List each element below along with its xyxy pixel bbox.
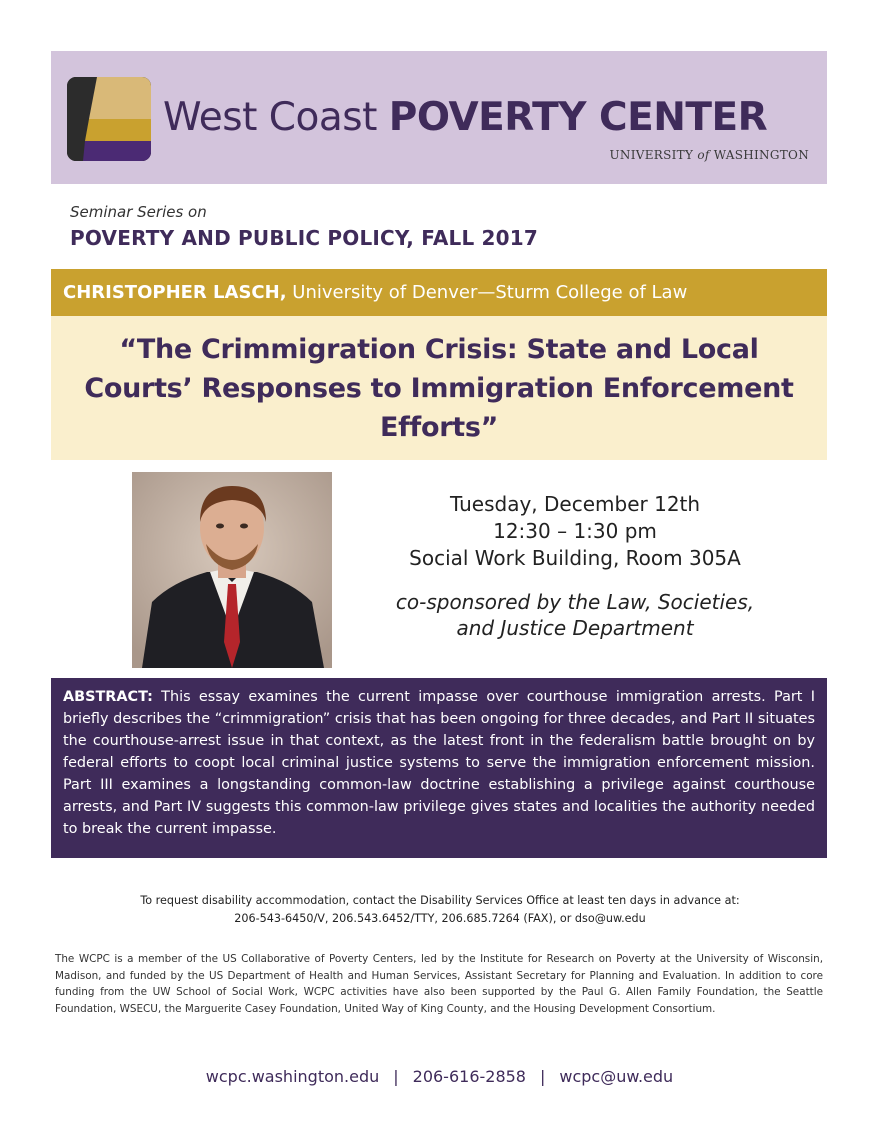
accessibility-line-1: To request disability accommodation, contact the Disability Services Office at least ten days in advance at: <box>140 894 740 907</box>
cosponsor-line-1: co-sponsored by the Law, Societies, <box>395 590 755 614</box>
abstract-text: This essay examines the current impasse over courthouse immigration arrests. Part I briefly describes the “crimmigration” crisis that has been ongoing for three decades, and Part II situates the courthouse-arrest issue in that context, as the latest front in the federalism battle brought on by federal efforts to coopt local criminal justice systems to serve the immigration enforcement mission. Part III examines a longstanding common-law doctrine establishing a privilege against courthouse arrests, and Part IV suggests this common-law privilege gives states and localities the authority needed to break the current impasse. <box>63 689 815 837</box>
phone-number: 206-616-2858 <box>412 1067 526 1086</box>
org-name <box>163 95 767 141</box>
university-post: WASHINGTON <box>713 148 809 162</box>
accessibility-note <box>60 892 820 928</box>
event-info <box>380 491 770 572</box>
speaker-photo <box>132 472 332 668</box>
university-name <box>610 148 810 162</box>
separator: | <box>393 1067 399 1086</box>
separator: | <box>539 1067 546 1086</box>
university-of: of <box>697 148 710 162</box>
contact-bar <box>0 1067 879 1086</box>
website-link[interactable]: wcpc.washington.edu <box>205 1067 380 1086</box>
org-name-light: West Coast <box>163 95 377 140</box>
accessibility-line-2: 206-543-6450/V, 206.543.6452/TTY, 206.685.7264 (FAX), or dso@uw.edu <box>234 912 646 925</box>
funding-statement: The WCPC is a member of the US Collaborative of Poverty Centers, led by the Institute for Research on Poverty at the University of Wisconsin, Madison, and funded by the US Department of Health and Human Services, Assistant Secretary for Planning and Evaluation. In addition to core funding from the UW School of Social Work, WCPC activities have also been supported by the Paul G. Allen Family Foundation, the Seattle Foundation, WSECU, the Marguerite Casey Foundation, United Way of King County, and the Housing Development Consortium. <box>55 953 823 1015</box>
email-link[interactable]: wcpc@uw.edu <box>559 1067 674 1086</box>
org-name-bold: POVERTY CENTER <box>388 95 768 140</box>
abstract-label: ABSTRACT: <box>63 689 153 705</box>
speaker-affiliation: University of Denver—Sturm College of Law <box>292 282 688 303</box>
talk-title-band <box>51 316 827 460</box>
abstract-section <box>51 678 827 858</box>
event-location: Social Work Building, Room 305A <box>409 546 741 570</box>
event-date: Tuesday, December 12th <box>449 492 701 516</box>
university-pre: UNIVERSITY <box>609 148 694 162</box>
wcpc-logo-icon <box>67 77 151 161</box>
series-title: POVERTY AND PUBLIC POLICY, FALL 2017 <box>70 226 539 250</box>
cosponsor-note <box>365 589 785 641</box>
series-intro: Seminar Series on <box>70 203 207 221</box>
speaker-band <box>51 269 827 316</box>
cosponsor-line-2: and Justice Department <box>456 616 694 640</box>
talk-title: “The Crimmigration Crisis: State and Local Courts’ Responses to Immigration Enforcement Efforts” <box>84 333 794 443</box>
speaker-name: CHRISTOPHER LASCH, <box>63 282 287 303</box>
event-time: 12:30 – 1:30 pm <box>493 519 657 543</box>
